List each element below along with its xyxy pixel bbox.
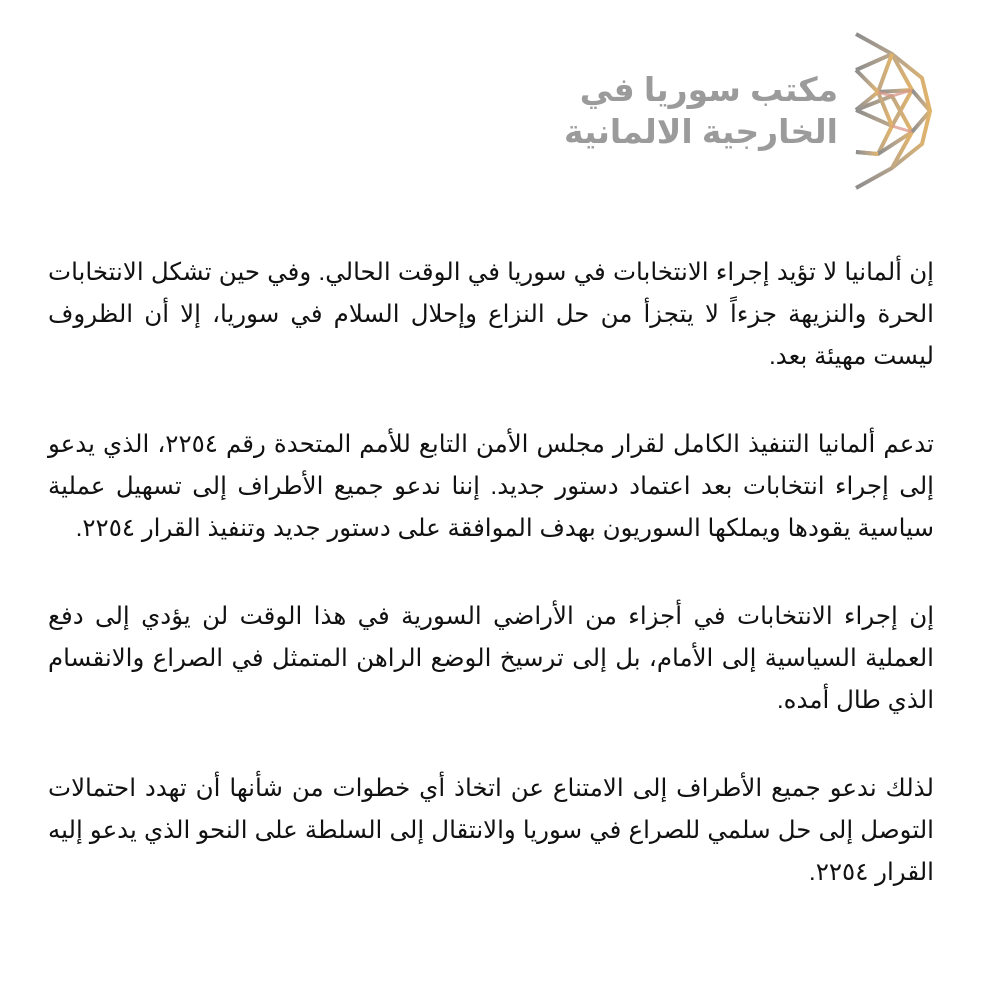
- geometric-star-logo-icon: [852, 30, 934, 192]
- organization-name: [564, 69, 838, 153]
- organization-name-line2: الخارجية الالمانية: [564, 113, 838, 150]
- statement-body: [48, 252, 934, 894]
- paragraph-3: إن إجراء الانتخابات في أجزاء من الأراضي السورية في هذا الوقت لن يؤدي إلى دفع العملية السياسية إلى الأمام، بل إلى ترسيخ الوضع الراهن المتمثل في الصراع والانقسام الذي طال أمده.: [48, 603, 934, 714]
- paragraph-4: لذلك ندعو جميع الأطراف إلى الامتناع عن اتخاذ أي خطوات من شأنها أن تهدد احتمالات التوصل إلى حل سلمي للصراع في سوريا والانتقال إلى السلطة على النحو الذي يدعو إليه القرار ٢٢٥٤.: [48, 775, 934, 886]
- paragraph-2: تدعم ألمانيا التنفيذ الكامل لقرار مجلس الأمن التابع للأمم المتحدة رقم ٢٢٥٤، الذي يدعو إلى إجراء انتخابات بعد اعتماد دستور جديد. إننا ندعو جميع الأطراف إلى تسهيل عملية سياسية يقودها ويملكها السوريون بهدف الموافقة على دستور جديد وتنفيذ القرار ٢٢٥٤.: [48, 431, 934, 542]
- organization-name-line1: مكتب سوريا في: [579, 71, 838, 108]
- paragraph-1: إن ألمانيا لا تؤيد إجراء الانتخابات في سوريا في الوقت الحالي. وفي حين تشكل الانتخابات الحرة والنزيهة جزءاً لا يتجزأ من حل النزاع وإحلال السلام في سوريا، إلا أن الظروف ليست مهيئة بعد.: [48, 259, 934, 370]
- header: [564, 30, 934, 192]
